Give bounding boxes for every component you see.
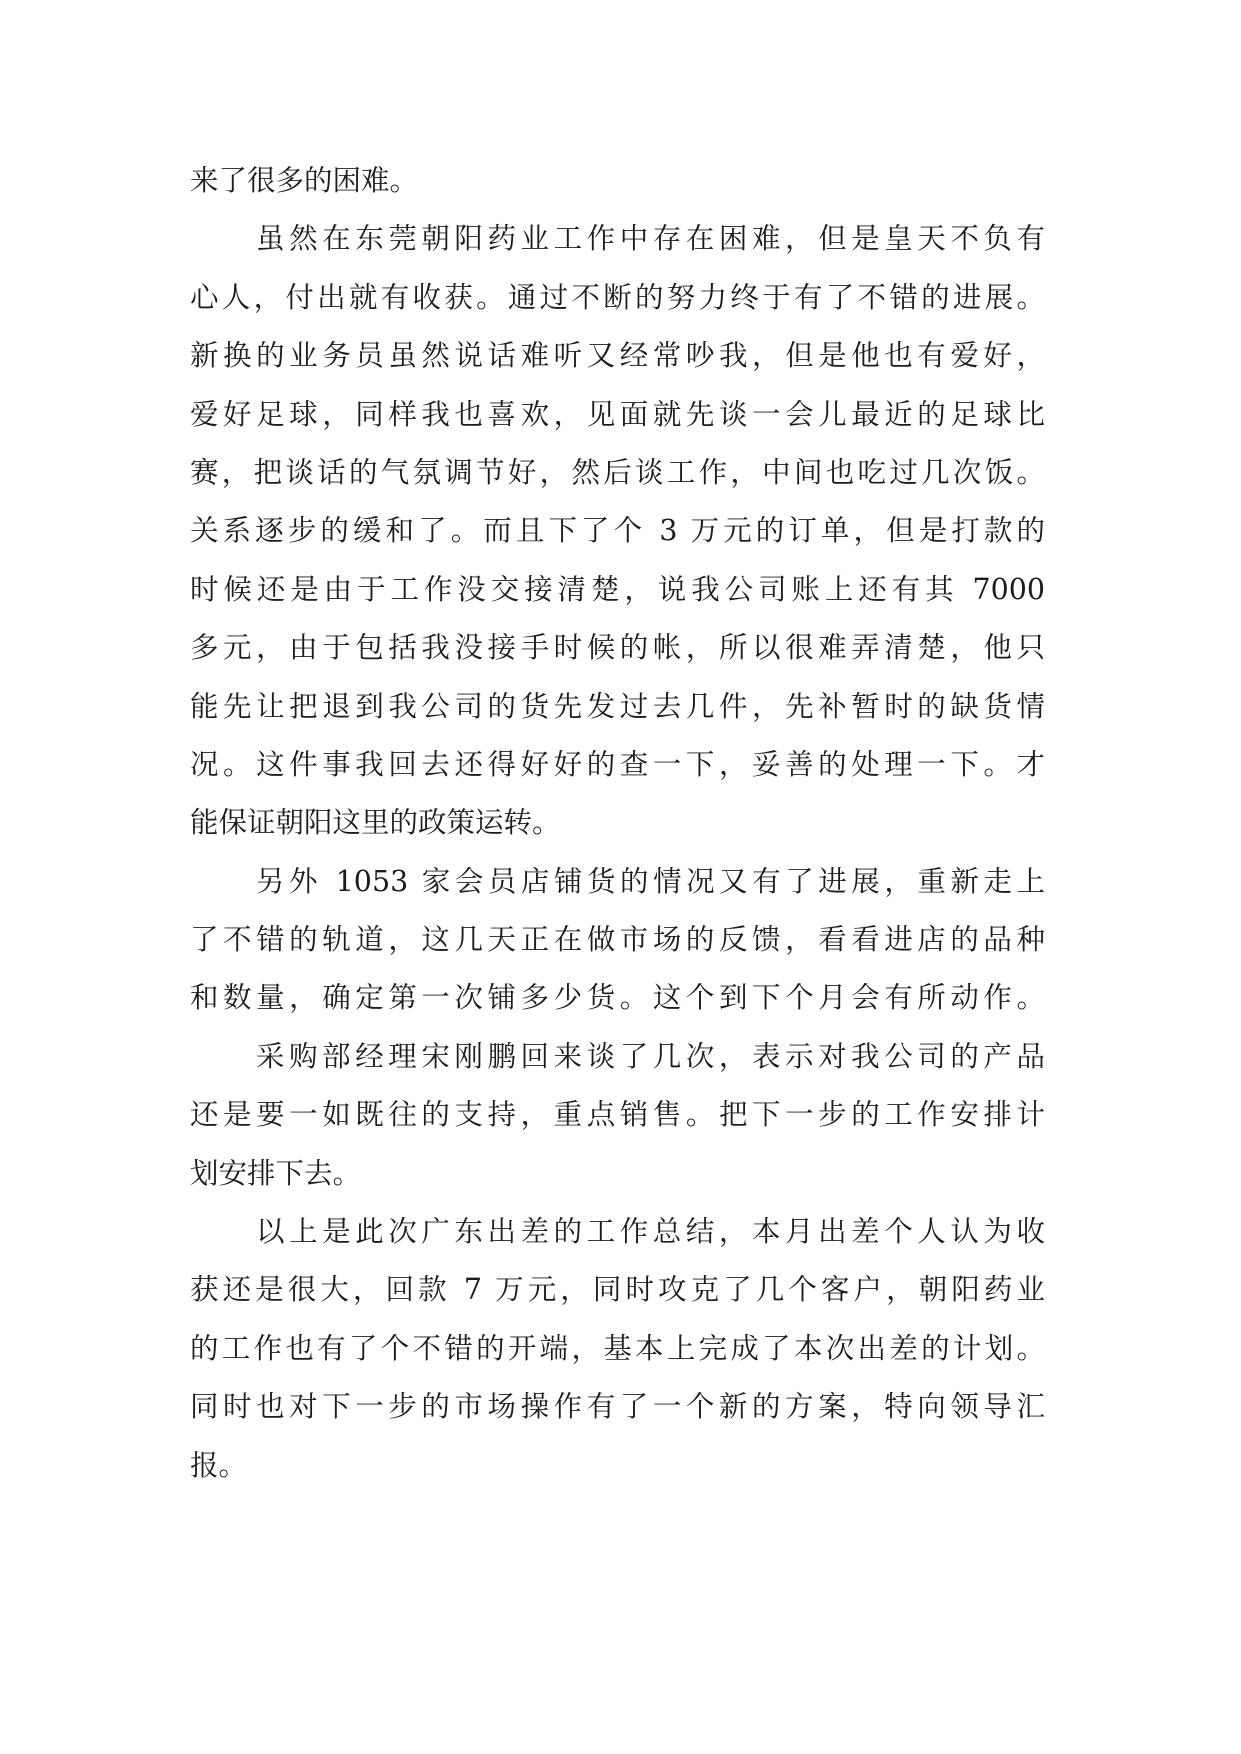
text-line: 同时也对下一步的市场操作有了一个新的方案，特向领导汇 bbox=[190, 1390, 1045, 1424]
paragraph-2 bbox=[190, 210, 1045, 852]
text-line: 报。 bbox=[190, 1448, 248, 1482]
text-line: 况。这件事我回去还得好好的查一下，妥善的处理一下。才 bbox=[190, 747, 1045, 781]
text-line: 来了很多的困难。 bbox=[190, 164, 419, 197]
text-line: 爱好足球，同样我也喜欢，见面就先谈一会儿最近的足球比 bbox=[190, 397, 1045, 431]
text-line: 心人，付出就有收获。通过不断的努力终于有了不错的进展。 bbox=[190, 280, 1045, 314]
text-line: 划安排下去。 bbox=[190, 1156, 362, 1190]
text-line: 采购部经理宋刚鹏回来谈了几次，表示对我公司的产品 bbox=[256, 1039, 1045, 1073]
paragraph-4 bbox=[190, 1028, 1045, 1203]
paragraph-3 bbox=[190, 853, 1045, 1028]
text-line: 另外 1053 家会员店铺货的情况又有了进展，重新走上 bbox=[256, 864, 1045, 898]
text-line: 的工作也有了个不错的开端，基本上完成了本次出差的计划。 bbox=[190, 1331, 1045, 1365]
document-body bbox=[190, 152, 1045, 1495]
text-line: 能先让把退到我公司的货先发过去几件，先补暂时的缺货情 bbox=[190, 689, 1045, 723]
text-line: 新换的业务员虽然说话难听又经常吵我，但是他也有爱好， bbox=[190, 339, 1045, 373]
text-line: 获还是很大，回款 7 万元，同时攻克了几个客户，朝阳药业 bbox=[190, 1273, 1045, 1307]
text-line: 能保证朝阳这里的政策运转。 bbox=[190, 806, 561, 840]
text-line: 还是要一如既往的支持，重点销售。把下一步的工作安排计 bbox=[190, 1098, 1045, 1132]
text-line: 虽然在东莞朝阳药业工作中存在困难，但是皇天不负有 bbox=[256, 222, 1045, 256]
text-line: 关系逐步的缓和了。而且下了个 3 万元的订单，但是打款的 bbox=[190, 514, 1045, 548]
paragraph-1 bbox=[190, 152, 1045, 210]
text-line: 多元，由于包括我没接手时候的帐，所以很难弄清楚，他只 bbox=[190, 631, 1045, 665]
text-line: 以上是此次广东出差的工作总结，本月出差个人认为收 bbox=[256, 1215, 1045, 1249]
text-line: 时候还是由于工作没交接清楚，说我公司账上还有其 7000 bbox=[190, 572, 1045, 606]
text-line: 和数量，确定第一次铺多少货。这个到下个月会有所动作。 bbox=[190, 981, 1045, 1015]
text-line: 赛，把谈话的气氛调节好，然后谈工作，中间也吃过几次饭。 bbox=[190, 455, 1045, 489]
text-line: 了不错的轨道，这几天正在做市场的反馈，看看进店的品种 bbox=[190, 923, 1045, 957]
paragraph-5 bbox=[190, 1203, 1045, 1495]
